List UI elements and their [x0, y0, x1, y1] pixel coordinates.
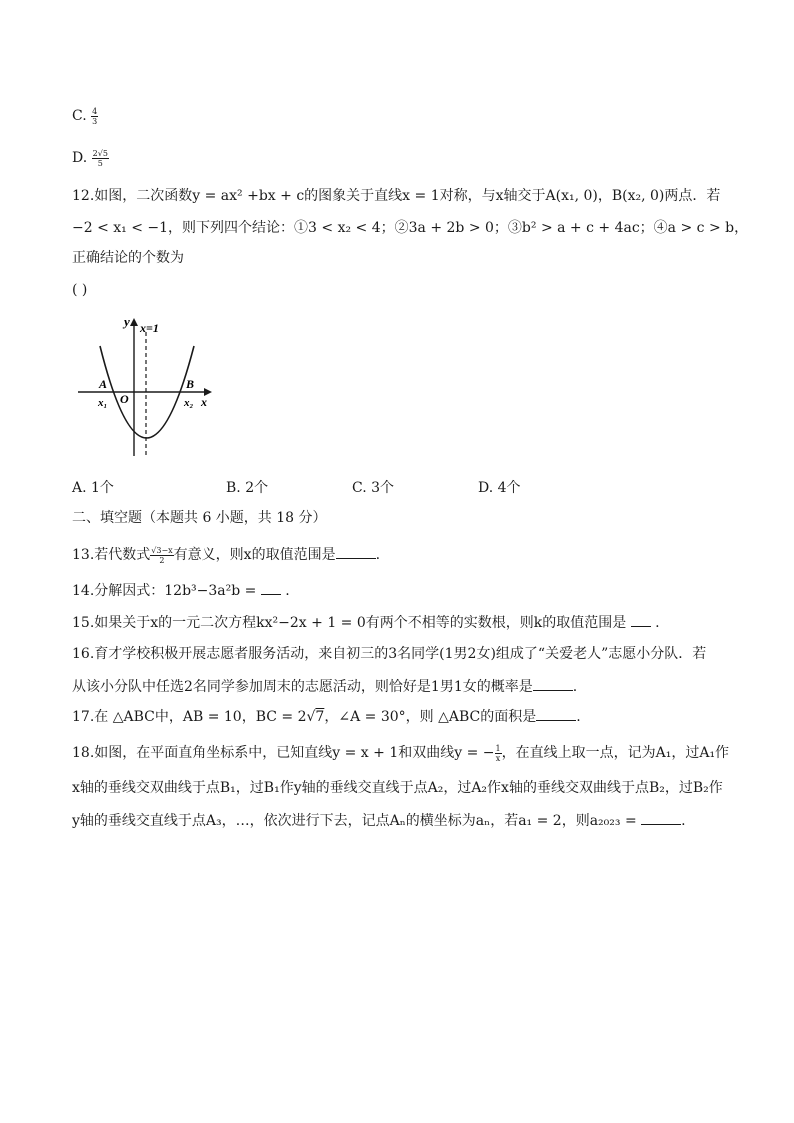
q12-option-d[interactable]: D. 4个 [478, 480, 521, 496]
q12-line2: −2 < x₁ < −1，则下列四个结论：①3 < x₂ < 4；②3a + 2b > 0；③b² > a + c + 4ac；④a > c > b， [72, 220, 749, 236]
answer-blank[interactable] [631, 612, 651, 627]
answer-blank[interactable] [336, 544, 376, 559]
q16-line2: 从该小分队中任选2名同学参加周末的志愿活动，则恰好是1男1女的概率是 . [72, 676, 577, 697]
label-x2: x₂ [184, 397, 194, 409]
label-a: A [99, 377, 108, 391]
q18-line1: 18.如图，在平面直角坐标系中，已知直线y = x + 1和双曲线y = − $\frac{1}{x}$ ，在直线上取一点，记为A₁，过A₁作 [72, 743, 730, 763]
y-axis-arrow [130, 318, 138, 326]
answer-blank[interactable] [536, 706, 576, 721]
answer-blank[interactable] [641, 810, 681, 825]
label-x1: x₁ [98, 397, 108, 409]
q14: 14.分解因式：12b³−3a²b = . [72, 580, 290, 601]
option-d-prev: D. $\frac{2√5}{5}$ [72, 148, 108, 168]
section-heading: 二、填空题（本题共 6 小题，共 18 分） [72, 510, 327, 526]
label-x: x [201, 395, 207, 409]
q12-line3: 正确结论的个数为 [72, 250, 184, 266]
label-origin: O [120, 392, 129, 406]
option-c-prev: C. $\frac{4}{3}$ [72, 106, 98, 126]
q17: 17.在 △ABC中，AB = 10，BC = 2√7，∠A = 30°，则 △ABC的面积是 . [72, 706, 581, 727]
q18-line2: x轴的垂线交双曲线于点B₁，过B₁作y轴的垂线交直线于点A₂，过A₂作x轴的垂线交双曲线于点B₂，过B₂作 [72, 780, 723, 796]
q15: 15.如果关于x的一元二次方程kx²−2x + 1 = 0有两个不相等的实数根，则k的取值范围是 . [72, 612, 660, 633]
label-axis-line: x=1 [140, 321, 159, 335]
sqrt-symbol: √ [306, 709, 316, 725]
q12-option-a[interactable]: A. 1个 [72, 480, 114, 496]
q18-line3: y轴的垂线交直线于点A₃，…，依次进行下去，记点Aₙ的横坐标为aₙ，若a₁ = 2，则a₂₀₂₃ = . [72, 810, 686, 831]
fraction: $\frac{√3-x}{2}$ [151, 545, 173, 565]
answer-blank[interactable] [533, 676, 573, 691]
fraction: $\frac{1}{x}$ [495, 743, 501, 763]
q12-paren: ( ) [72, 282, 88, 298]
q12-option-c[interactable]: C. 3个 [352, 480, 395, 496]
answer-blank[interactable] [261, 580, 281, 595]
label-y: y [124, 314, 130, 329]
q13: 13.若代数式 $\frac{√3-x}{2}$ 有意义，则x的取值范围是 . [72, 545, 381, 565]
parabola-graph [72, 310, 222, 460]
q16-line1: 16.育才学校积极开展志愿者服务活动，来自初三的3名同学(1男2女)组成了“关爱老人”志愿小分队．若 [72, 646, 707, 662]
label-b: B [186, 377, 195, 391]
q12-line1: 12.如图，二次函数y = ax² +bx + c的图象关于直线x = 1对称，与x轴交于A(x₁, 0)，B(x₂, 0)两点．若 [72, 188, 721, 204]
fraction: $\frac{2√5}{5}$ [92, 148, 108, 168]
q12-option-b[interactable]: B. 2个 [226, 480, 269, 496]
fraction: $\frac{4}{3}$ [92, 106, 98, 126]
